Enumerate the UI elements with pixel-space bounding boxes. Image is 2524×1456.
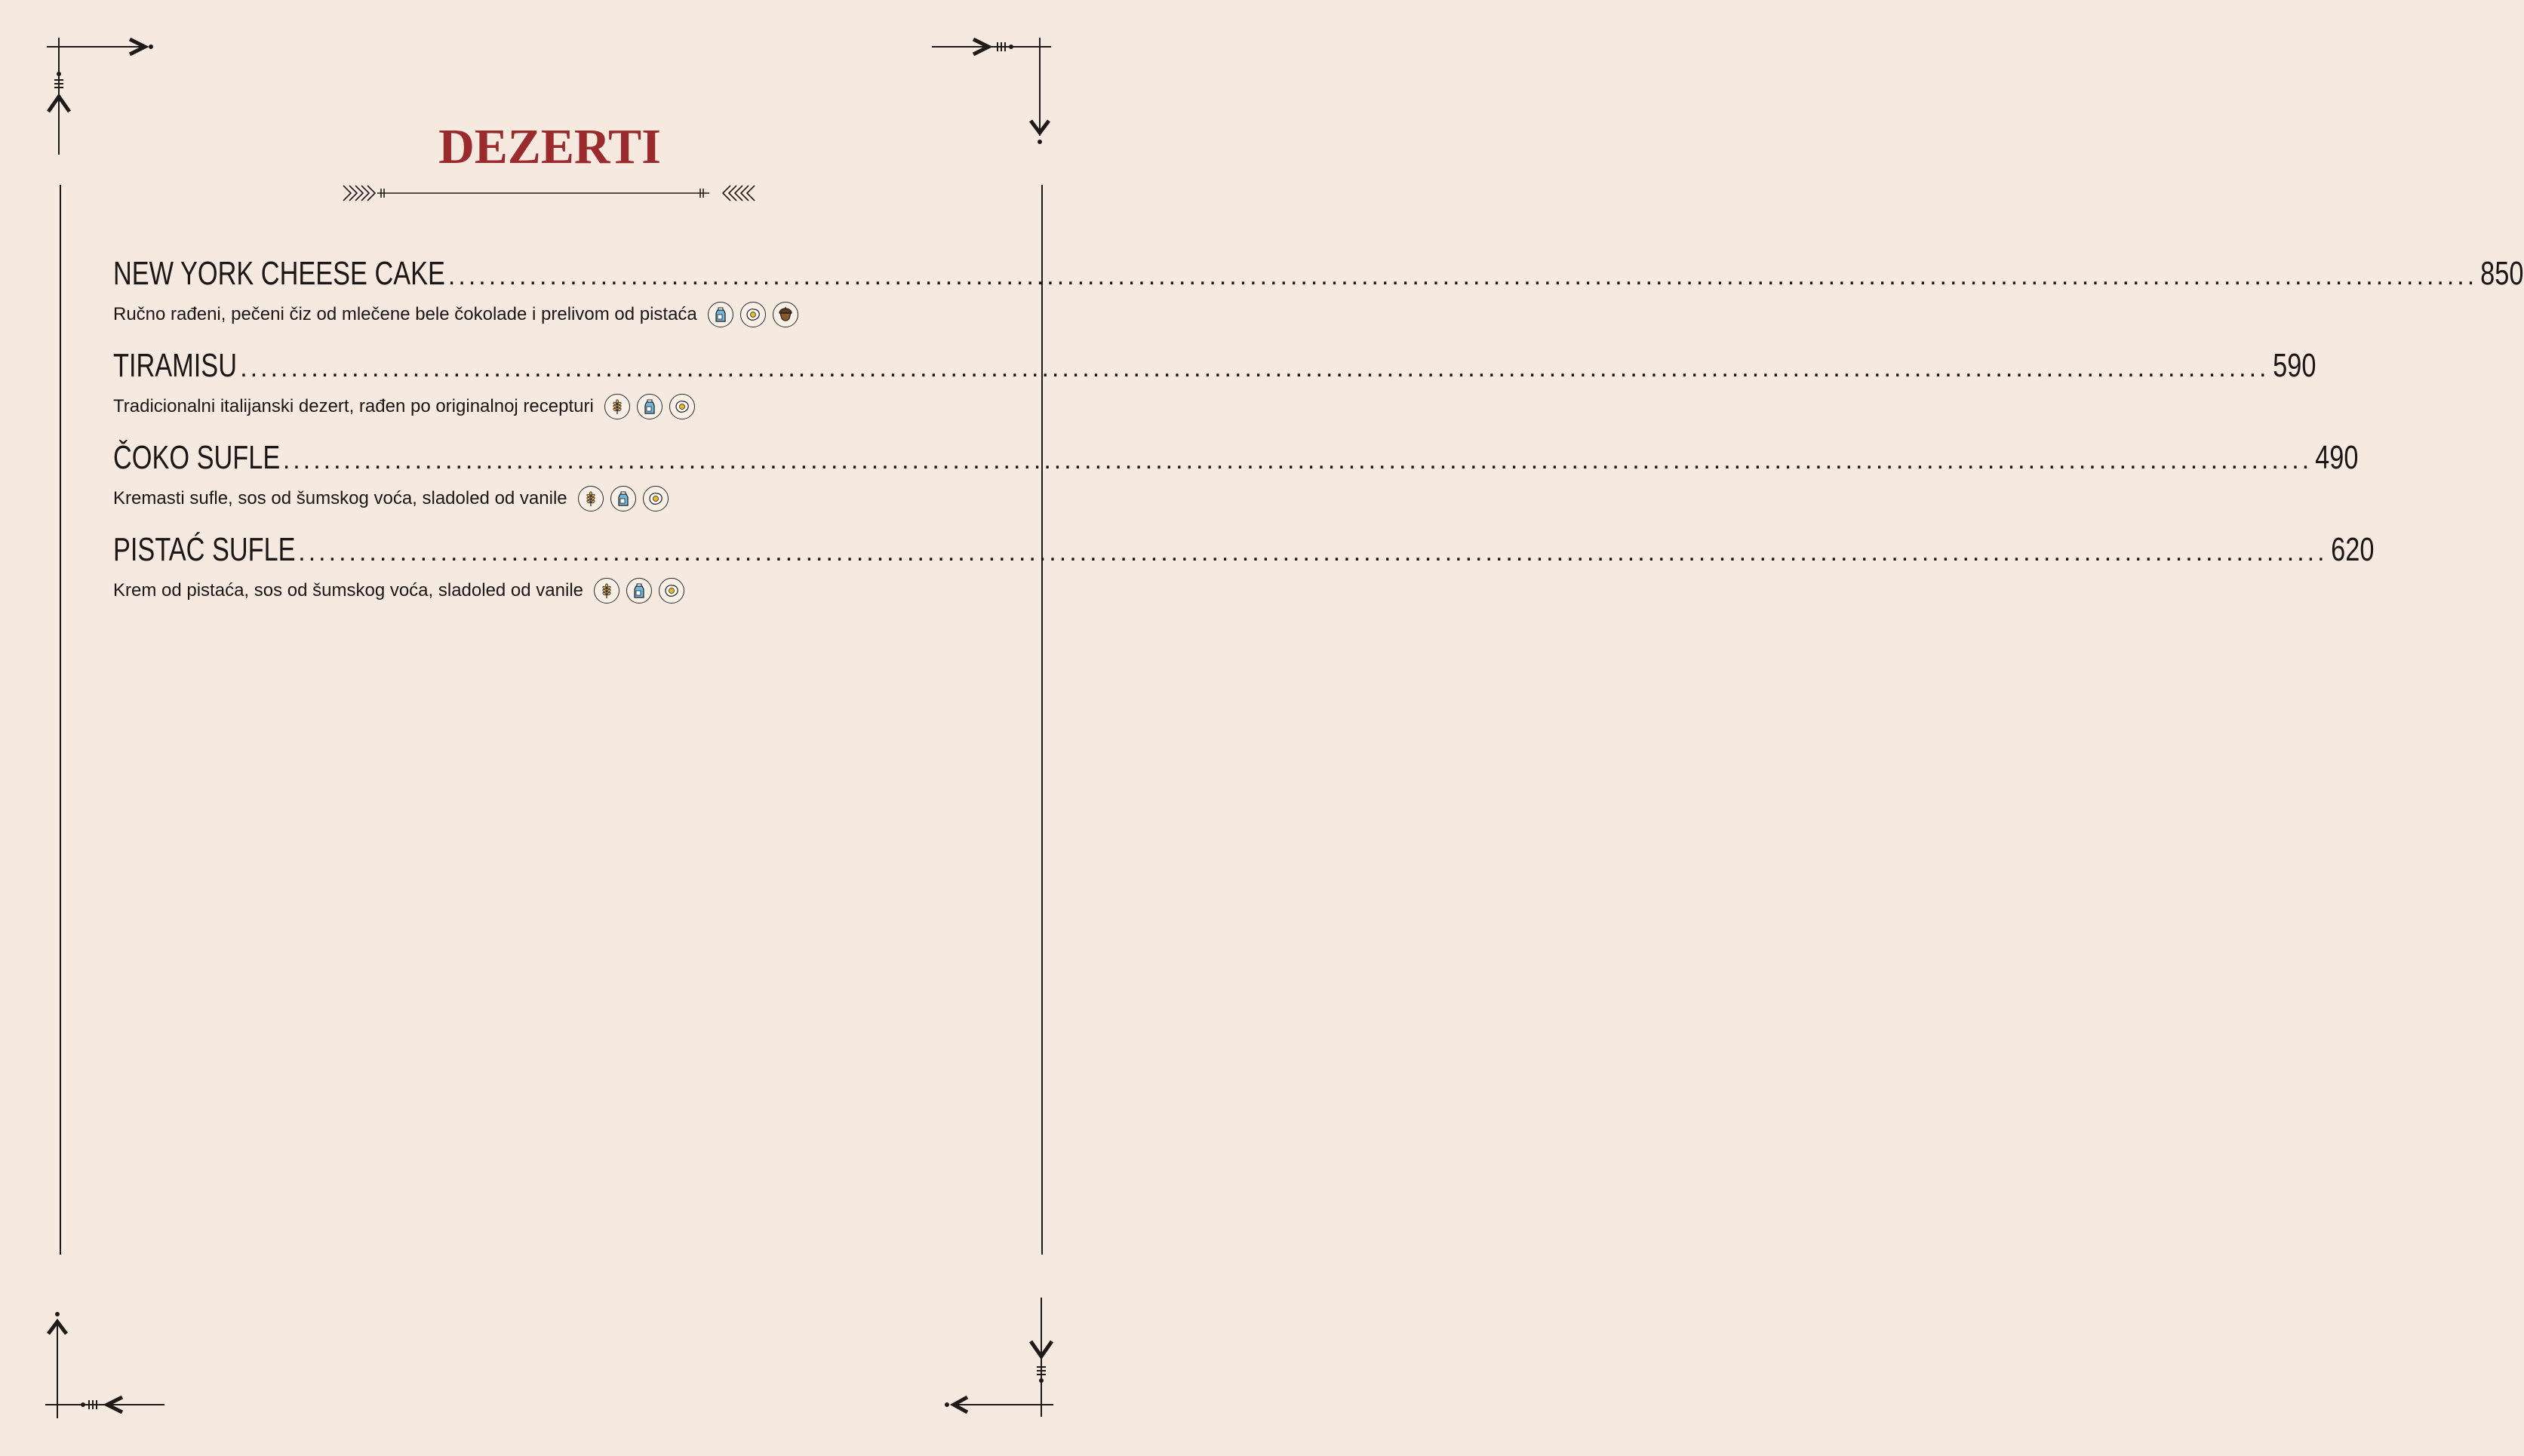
- menu-item-header: [113, 531, 2375, 576]
- dot-leader: ........................................................................................................................................................................................................: [240, 354, 2270, 382]
- menu-item-list: [113, 255, 2524, 623]
- wheat-icon: [594, 578, 619, 604]
- egg-icon: [643, 486, 669, 511]
- egg-icon: [740, 302, 766, 327]
- milk-icon: [637, 394, 663, 419]
- menu-item-price: 490: [2315, 439, 2359, 476]
- egg-icon: [669, 394, 695, 419]
- menu-item-name: TIRAMISU: [113, 347, 237, 384]
- decorative-frame: [0, 0, 1099, 1456]
- menu-item: [113, 347, 2316, 439]
- menu-item-header: [113, 347, 2316, 392]
- wheat-icon: [578, 486, 604, 511]
- title-arrow-ornament: [343, 186, 755, 201]
- dot-leader: ........................................................................................................................................................................................................: [447, 262, 2478, 290]
- menu-item-header: [113, 255, 2524, 300]
- menu-item-description: Tradicionalni italijanski dezert, rađen po originalnoj recepturi: [113, 396, 594, 416]
- page-title: DEZERTI: [438, 119, 661, 174]
- menu-item-name: ČOKO SUFLE: [113, 439, 281, 476]
- milk-icon: [626, 578, 652, 604]
- menu-item-description: Kremasti sufle, sos od šumskog voća, sladoled od vanile: [113, 488, 567, 508]
- menu-item-description: Ručno rađeni, pečeni čiz od mlečene bele čokolade i prelivom od pistaća: [113, 304, 697, 324]
- menu-item: [113, 439, 2359, 531]
- egg-icon: [659, 578, 684, 604]
- menu-item-header: [113, 439, 2359, 484]
- milk-icon: [708, 302, 733, 327]
- corner-ornament-bottom-right: [945, 1298, 1053, 1417]
- corner-ornament-bottom-left: [45, 1313, 164, 1418]
- menu-item-name: PISTAĆ SUFLE: [113, 531, 296, 568]
- dot-leader: ........................................................................................................................................................................................................: [282, 446, 2313, 475]
- nut-icon: [773, 302, 798, 327]
- menu-item-price: 850: [2480, 255, 2524, 292]
- dot-leader: ........................................................................................................................................................................................................: [298, 538, 2328, 567]
- menu-item-price: 620: [2330, 531, 2375, 568]
- wheat-icon: [604, 394, 630, 419]
- milk-icon: [610, 486, 636, 511]
- menu-item-details: [113, 391, 996, 422]
- menu-item: [113, 255, 2524, 347]
- menu-item: [113, 531, 2375, 623]
- menu-item-details: [113, 299, 996, 330]
- menu-item-price: 590: [2272, 347, 2316, 384]
- menu-item-description: Krem od pistaća, sos od šumskog voća, sladoled od vanile: [113, 580, 584, 601]
- menu-item-details: [113, 575, 996, 607]
- menu-item-details: [113, 483, 996, 515]
- menu-item-name: NEW YORK CHEESE CAKE: [113, 255, 445, 292]
